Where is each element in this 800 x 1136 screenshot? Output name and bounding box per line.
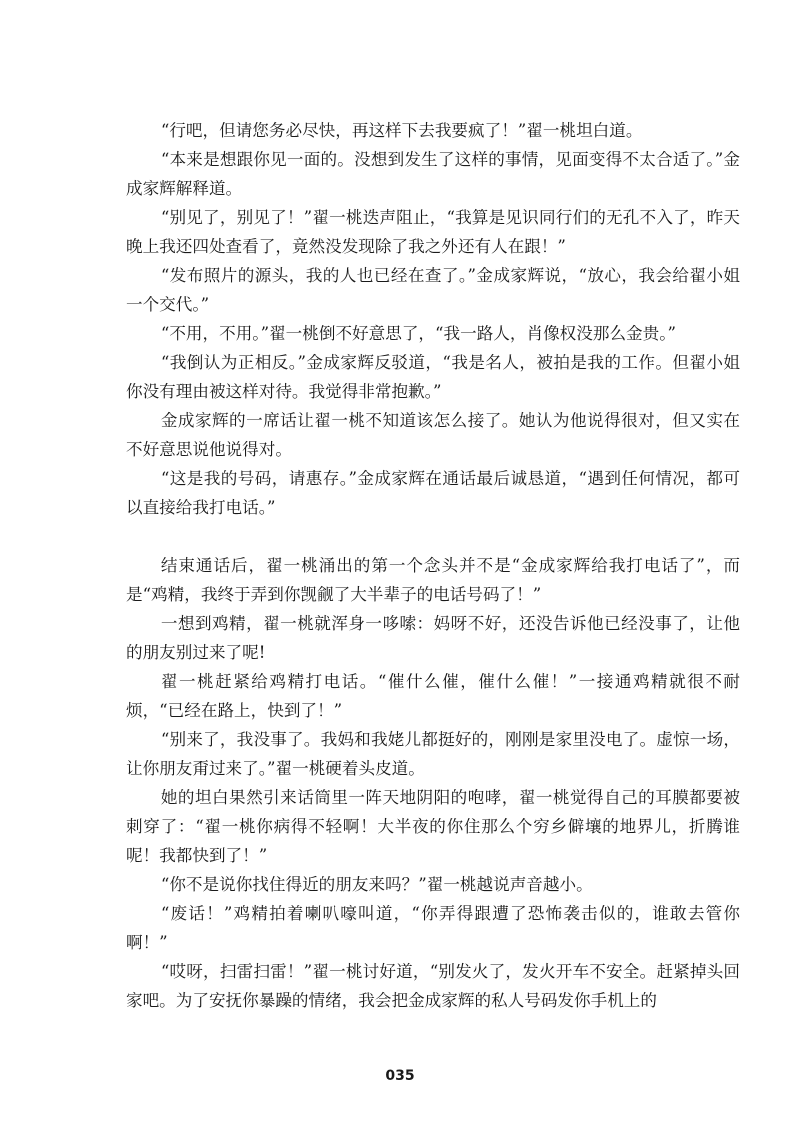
- paragraph: “本来是想跟你见一面的。没想到发生了这样的事情，见面变得不太合适了。”金成家辉解释道。: [126, 150, 740, 198]
- paragraph: “别见了，别见了！”翟一桃迭声阻止，“我算是见识同行们的无孔不入了，昨天晚上我还四处查看了，竟然没发现除了我之外还有人在跟！”: [126, 208, 740, 256]
- paragraph: 一想到鸡精，翟一桃就浑身一哆嗦：妈呀不好，还没告诉他已经没事了，让他的朋友别过来了呢!: [126, 614, 740, 662]
- paragraph: 她的坦白果然引来话筒里一阵天地阴阳的咆哮，翟一桃觉得自己的耳膜都要被刺穿了：“翟一桃你病得不轻啊！大半夜的你住那么个穷乡僻壤的地界儿，折腾谁呢！我都快到了！”: [126, 788, 740, 865]
- section-break: [126, 522, 740, 551]
- paragraph: “别来了，我没事了。我妈和我姥儿都挺好的，刚刚是家里没电了。虚惊一场，让你朋友甭过来了。”翟一桃硬着头皮道。: [126, 730, 740, 778]
- paragraph: “哎呀，扫雷扫雷！”翟一桃讨好道，“别发火了，发火开车不安全。赶紧掉头回家吧。为了安抚你暴躁的情绪，我会把金成家辉的私人号码发你手机上的: [126, 962, 740, 1010]
- page-number: 035: [385, 1068, 415, 1084]
- body-text: [126, 116, 740, 1015]
- paragraph: “行吧，但请您务必尽快，再这样下去我要疯了！”翟一桃坦白道。: [160, 121, 643, 140]
- paragraph: “你不是说你找住得近的朋友来吗？”翟一桃越说声音越小。: [160, 875, 593, 894]
- paragraph: 翟一桃赶紧给鸡精打电话。“催什么催，催什么催！”一接通鸡精就很不耐烦，“已经在路上，快到了！”: [126, 672, 740, 720]
- paragraph: “这是我的号码，请惠存。”金成家辉在通话最后诚恳道，“遇到任何情况，都可以直接给我打电话。”: [126, 469, 740, 517]
- paragraph: 金成家辉的一席话让翟一桃不知道该怎么接了。她认为他说得很对，但又实在不好意思说他说得对。: [126, 411, 740, 459]
- paragraph: “发布照片的源头，我的人也已经在查了。”金成家辉说，“放心，我会给翟小姐一个交代。”: [126, 266, 740, 314]
- paragraph: “不用，不用。”翟一桃倒不好意思了，“我一路人，肖像权没那么金贵。”: [160, 324, 677, 343]
- paragraph: “废话！”鸡精拍着喇叭嚎叫道，“你弄得跟遭了恐怖袭击似的，谁敢去管你啊！”: [126, 904, 740, 952]
- paragraph: 结束通话后，翟一桃涌出的第一个念头并不是“金成家辉给我打电话了”，而是“鸡精，我终于弄到你觊觎了大半辈子的电话号码了！”: [126, 556, 740, 604]
- paragraph: “我倒认为正相反。”金成家辉反驳道，“我是名人，被拍是我的工作。但翟小姐你没有理由被这样对待。我觉得非常抱歉。”: [126, 353, 740, 401]
